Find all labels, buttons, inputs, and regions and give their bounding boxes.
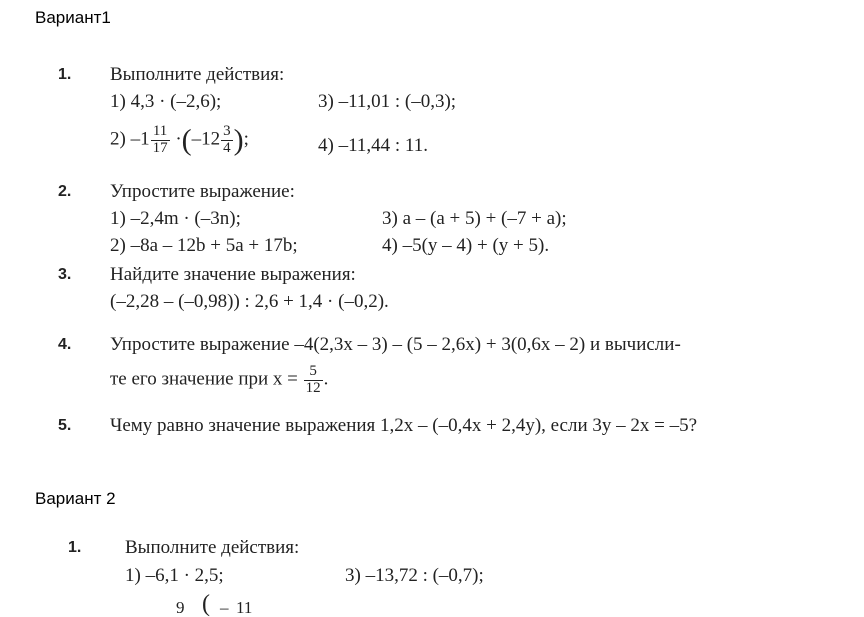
task-4-number: 4.: [58, 336, 72, 353]
task-1-item-4: 4) –11,44 : 11.: [318, 135, 428, 156]
task-1-item-2: 2) –1 $\frac{11}{17}$ ·(–12 $\frac{3}{4}$ );: [110, 123, 249, 157]
variant-2-task-1-item-3: 3) –13,72 : (–0,7);: [345, 565, 484, 586]
task-1-heading: Выполните действия:: [110, 64, 285, 85]
task-2-number: 2.: [58, 183, 72, 200]
task-1-item-3: 3) –11,01 : (–0,3);: [318, 91, 457, 112]
variant-2-task-1-heading: Выполните действия:: [125, 537, 300, 558]
variant-2-title: Вариант 2: [35, 489, 116, 508]
variant-1-title: Вариант1: [35, 8, 111, 27]
cut-off-dash: –: [220, 598, 229, 617]
variant-2-task-1-item-1: 1) –6,1 · 2,5;: [125, 565, 224, 586]
task-4-line-2: те его значение при x = $\frac{5}{12}$ .: [110, 363, 329, 396]
task-2-item-4: 4) –5(y – 4) + (y + 5).: [382, 235, 550, 256]
fraction-3-4: $\frac{3}{4}$: [223, 123, 231, 156]
cut-off-numerator-1: 9: [176, 598, 185, 617]
task-3-expression: (–2,28 – (–0,98)) : 2,6 + 1,4 · (–0,2).: [110, 291, 389, 312]
task-3-heading: Найдите значение выражения:: [110, 264, 356, 285]
task-2-item-2: 2) –8a – 12b + 5a + 17b;: [110, 235, 298, 256]
fraction-11-17: $\frac{11}{17}$: [152, 123, 168, 156]
task-2-heading: Упростите выражение:: [110, 181, 295, 202]
cut-off-numerator-2: 11: [236, 598, 253, 617]
task-2-item-3: 3) a – (a + 5) + (–7 + a);: [382, 208, 567, 229]
fraction-5-12: $\frac{5}{12}$: [305, 363, 321, 396]
cut-off-fraction-row: [140, 591, 290, 617]
task-4-line-1: Упростите выражение –4(2,3x – 3) – (5 – 2,6x) + 3(0,6x – 2) и вычисли-: [110, 334, 681, 355]
task-3-number: 3.: [58, 266, 72, 283]
task-5-number: 5.: [58, 417, 72, 434]
task-2-item-1: 1) –2,4m · (–3n);: [110, 208, 241, 229]
task-1-item-1: 1) 4,3 · (–2,6);: [110, 91, 222, 112]
variant-2-task-1-number: 1.: [68, 539, 82, 556]
task-5-text: Чему равно значение выражения 1,2x – (–0,4x + 2,4y), если 3y – 2x = –5?: [110, 415, 698, 436]
cut-off-paren: (: [202, 591, 210, 617]
task-1-number: 1.: [58, 66, 72, 83]
